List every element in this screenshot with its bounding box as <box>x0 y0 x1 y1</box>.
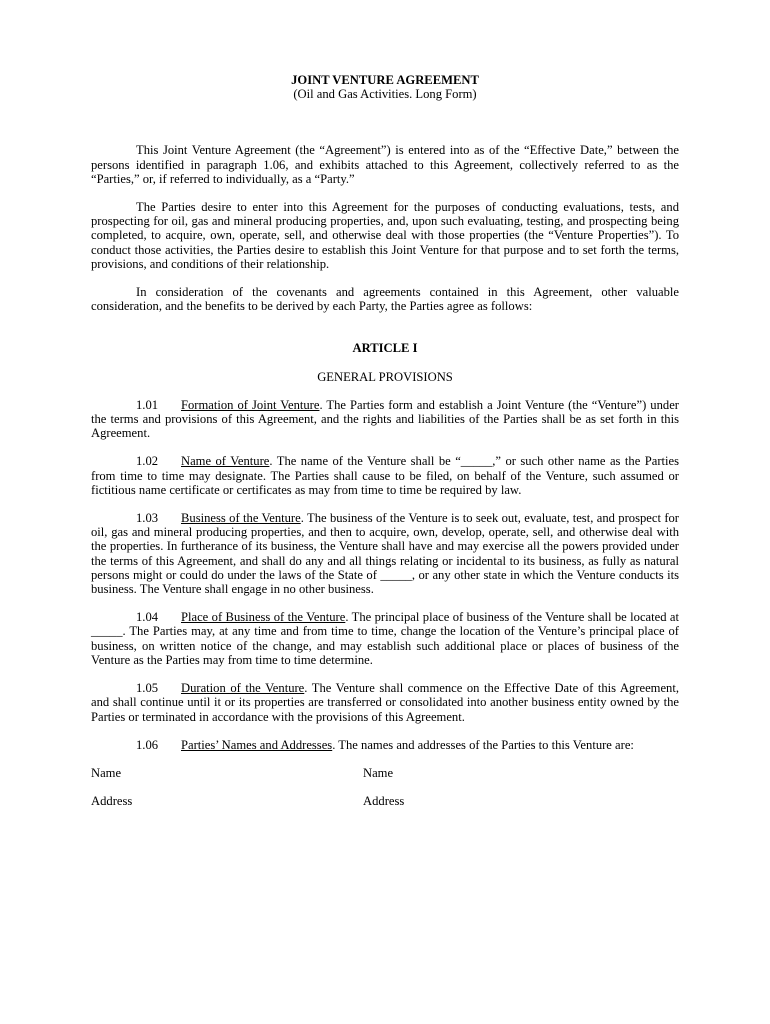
section-title: Parties’ Names and Addresses <box>181 737 333 752</box>
section-1-06 <box>91 738 679 752</box>
section-body: . The Parties form and establish a Joint Venture (the “Venture”) under the terms and provisions of this Agreement, and the rights and liabilities of the Parties shall be as set forth in this Agreement. <box>91 397 679 441</box>
section-title: Formation of Joint Venture <box>181 397 320 412</box>
party-1-address-label: Address <box>91 794 133 809</box>
section-body: . The Venture shall commence on the Effective Date of this Agreement, and shall continue until it or its properties are transferred or consolidated into another business entity owned by the Parties or terminated in accordance with the provisions of this Agreement. <box>91 681 680 724</box>
section-number: 1.02 <box>136 454 159 469</box>
party-2-address-label: Address <box>363 794 405 809</box>
section-1-04 <box>91 610 679 667</box>
section-body: . The business of the Venture is to seek out, evaluate, test, and prospect for oil, gas and mineral producing properties, and then to acquire, own, develop, operate, sell, and otherwise deal with the properties. In furtherance of its business, the Venture shall have and may exercise all the powers provided under the terms of this Agreement, and shall do any and all things relating or incidental to its business, as fully as natural persons might or could do under the laws of the State of _____, or any other state in which the Venture conducts its business. The Venture shall engage in no other business. <box>91 511 680 597</box>
section-1-03 <box>91 511 679 596</box>
section-body: . The name of the Venture shall be “_____,” or such other name as the Parties from time to time may designate. The Parties shall cause to be filed, on behalf of the Venture, such assumed or fictitious name certificate or certificates as may from time to time be required by law. <box>91 454 680 497</box>
intro-paragraph-2: The Parties desire to enter into this Agreement for the purposes of conducting evaluations, tests, and prospecting for oil, gas and mineral producing properties, and, upon such evaluating, testing, and prospecting being completed, to acquire, own, operate, sell, and otherwise deal with those properties (the “Venture Properties”). To conduct those activities, the Parties desire to establish this Joint Venture for that purpose and to set forth the terms, provisions, and conditions of their relationship. <box>91 200 679 271</box>
document-title: JOINT VENTURE AGREEMENT <box>291 73 479 87</box>
section-title: Place of Business of the Venture <box>181 610 346 625</box>
section-title: Duration of the Venture <box>181 681 305 696</box>
intro-paragraph-3: In consideration of the covenants and agreements contained in this Agreement, other valuable consideration, and the benefits to be derived by each Party, the Parties agree as follows: <box>91 285 679 314</box>
article-heading: ARTICLE I <box>352 341 418 356</box>
party-address-row <box>91 794 679 808</box>
intro-paragraph-1: This Joint Venture Agreement (the “Agreement”) is entered into as of the “Effective Date,” between the persons identified in paragraph 1.06, and exhibits attached to this Agreement, collectively referred to as the “Parties,” or, if referred to individually, as a “Party.” <box>91 143 679 186</box>
section-number: 1.03 <box>136 511 159 526</box>
section-number: 1.06 <box>136 737 159 752</box>
section-body: . The principal place of business of the Venture shall be located at _____. The Parties may, at any time and from time to time, change the location of the Venture’s principal place of business, on written notice of the change, and may establish such additional place or places of business of the Venture as the Parties may from time to time determine. <box>91 610 680 667</box>
article-subheading: GENERAL PROVISIONS <box>317 369 453 384</box>
document-subtitle: (Oil and Gas Activities. Long Form) <box>293 87 477 102</box>
section-title: Business of the Venture <box>181 511 301 526</box>
party-2-name-label: Name <box>363 765 394 780</box>
section-number: 1.04 <box>136 610 159 625</box>
section-number: 1.01 <box>136 397 159 412</box>
section-number: 1.05 <box>136 681 159 696</box>
section-1-05 <box>91 681 679 724</box>
party-1-name-label: Name <box>91 765 122 780</box>
document-body <box>91 73 679 808</box>
section-title: Name of Venture <box>181 454 270 469</box>
section-1-02 <box>91 454 679 497</box>
section-body: . The names and addresses of the Parties to this Venture are: <box>332 737 634 752</box>
section-1-01 <box>91 398 679 441</box>
party-name-row <box>91 766 679 780</box>
